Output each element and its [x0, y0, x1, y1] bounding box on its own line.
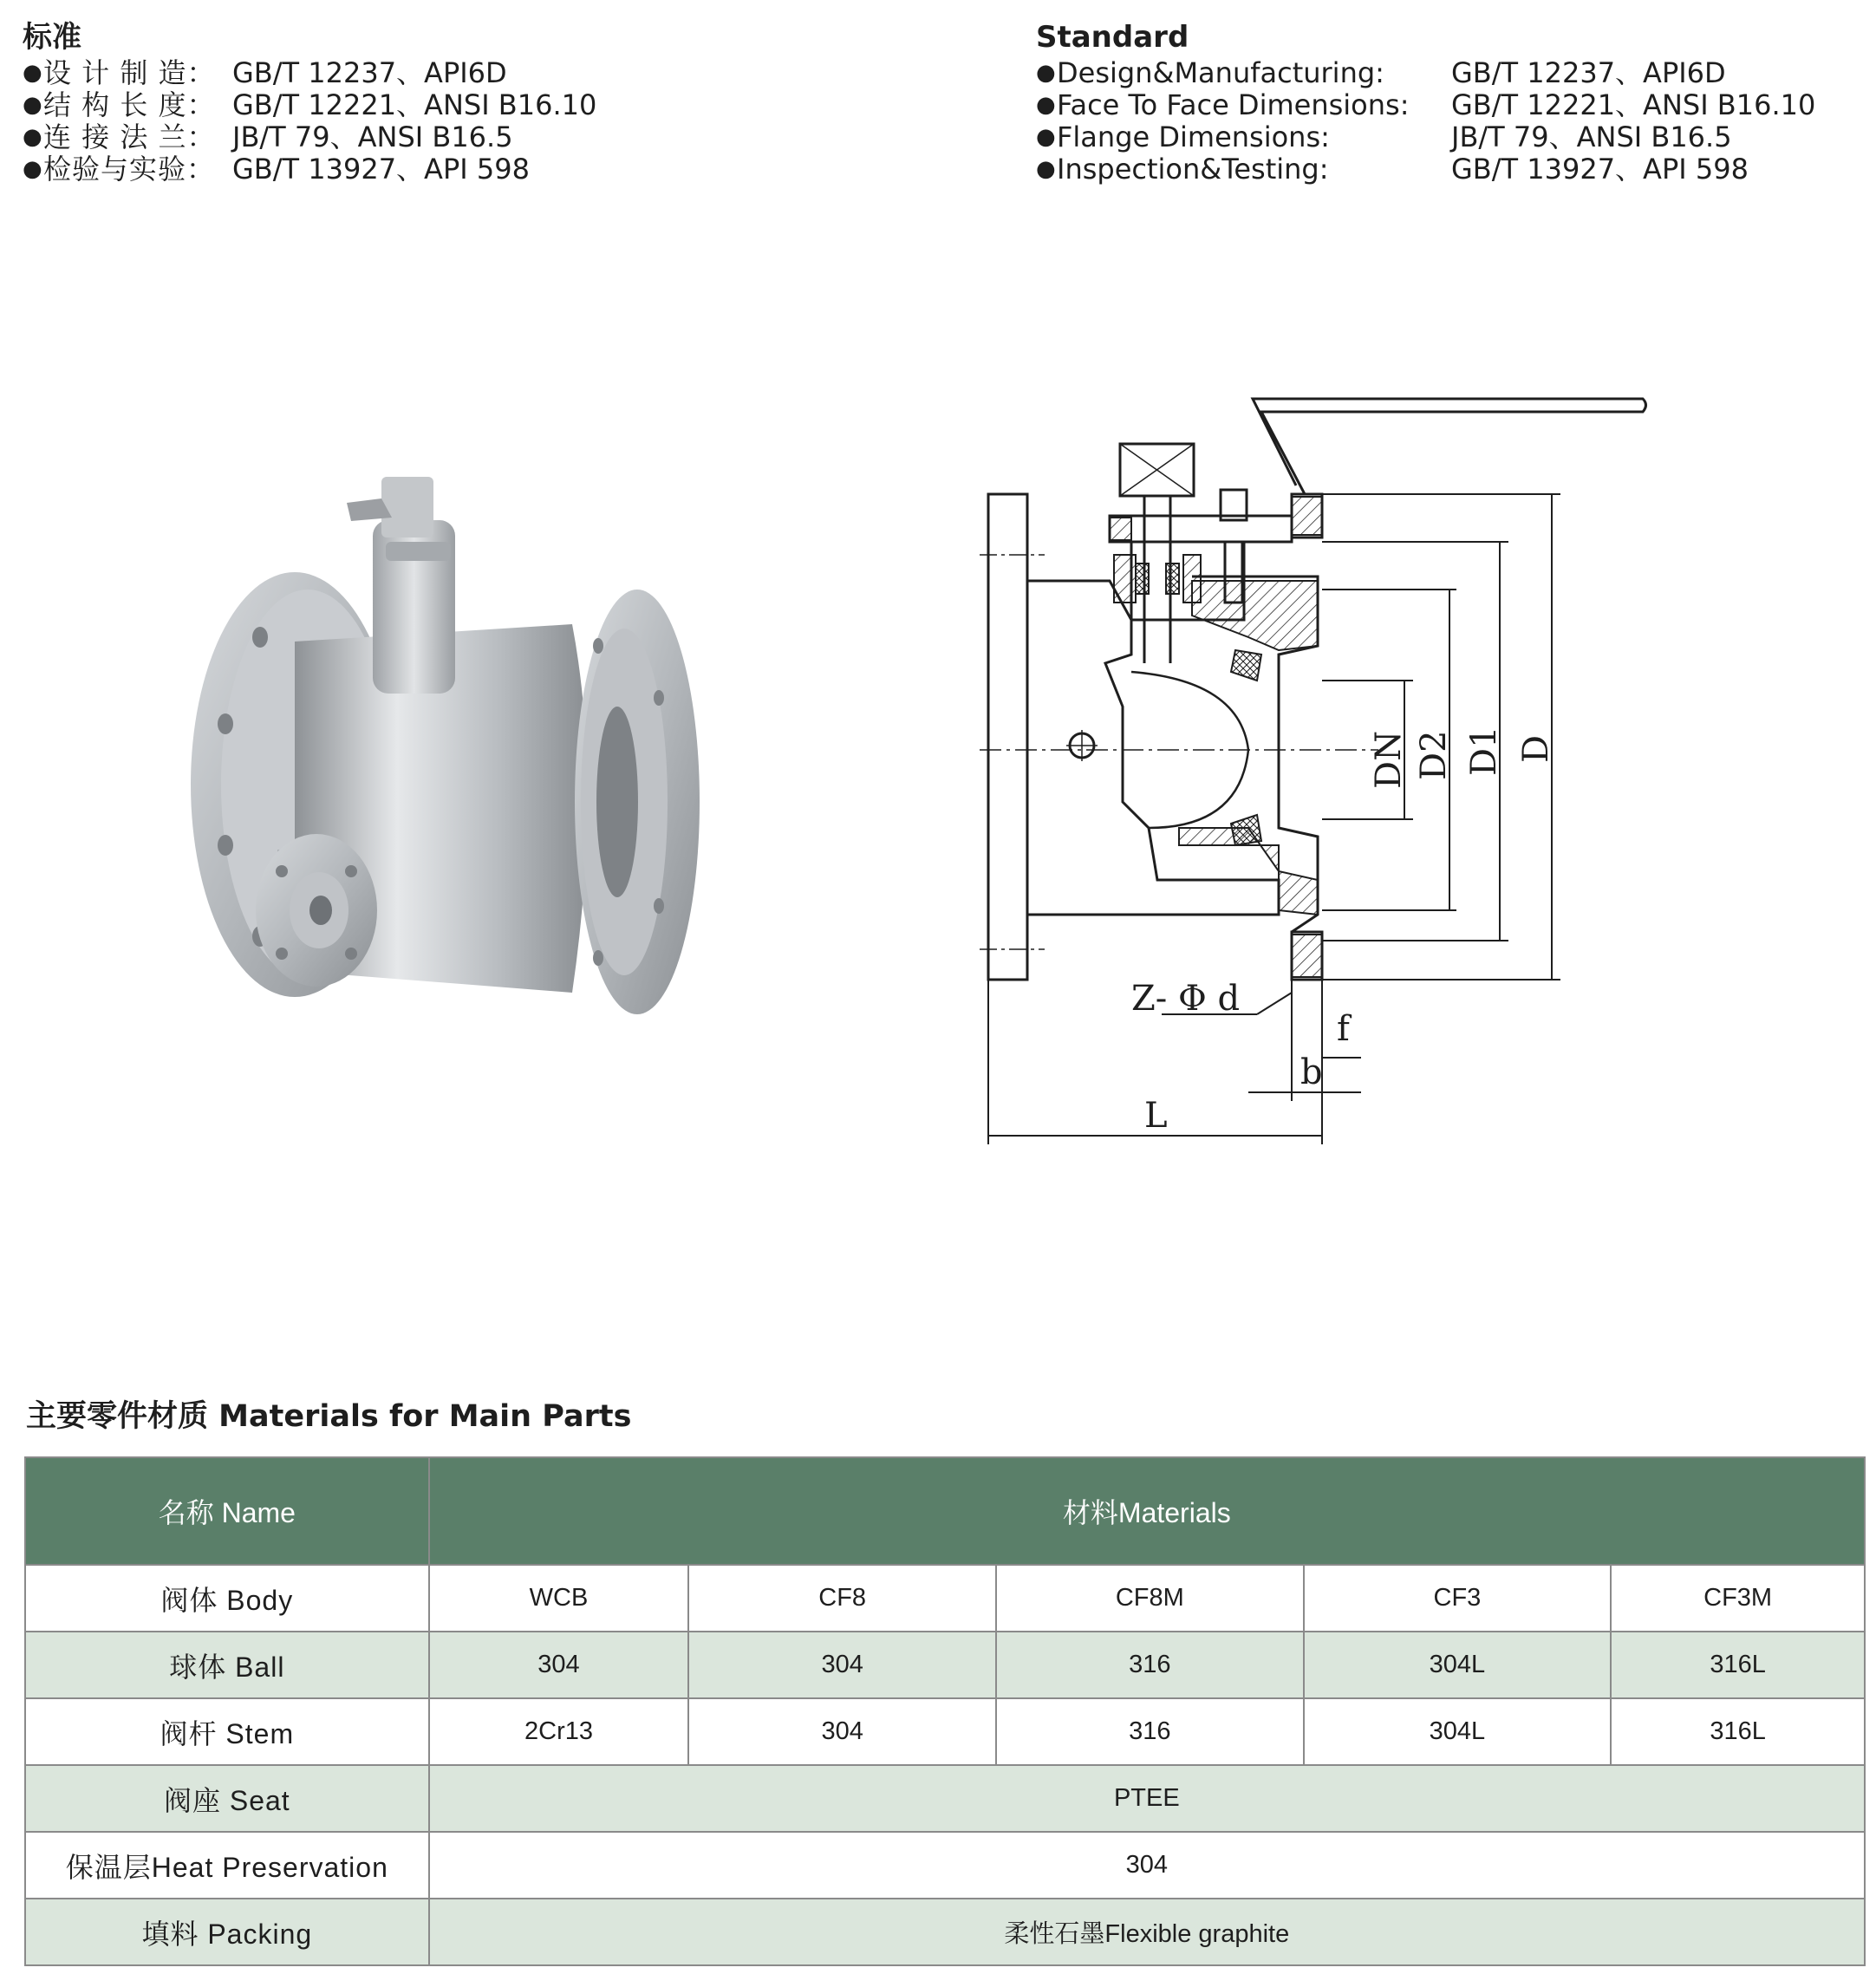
material-cell: 304 — [429, 1632, 689, 1698]
bullet-icon: ● — [23, 60, 42, 86]
standard-label: Inspection&Testing: — [1057, 153, 1329, 186]
material-cell: 316L — [1611, 1632, 1865, 1698]
standard-value: GB/T 12221、ANSI B16.10 — [1451, 88, 1816, 121]
header-materials-cell: 材料Materials — [429, 1457, 1865, 1565]
dim-label-f: f — [1337, 1009, 1350, 1049]
standard-label: Flange Dimensions: — [1057, 121, 1330, 153]
material-cell: 316 — [996, 1632, 1304, 1698]
valve-section-drawing — [962, 394, 1673, 1157]
material-cell: CF3 — [1304, 1565, 1612, 1632]
bullet-icon: ● — [23, 92, 42, 118]
standard-row — [1036, 153, 1868, 186]
standard-label: Face To Face Dimensions: — [1057, 88, 1410, 121]
material-cell: 2Cr13 — [429, 1698, 689, 1765]
dim-label-dn: DN — [1369, 730, 1409, 789]
material-cell: 304 — [688, 1698, 996, 1765]
part-name-cell: 阀杆 Stem — [25, 1698, 429, 1765]
bullet-icon: ● — [1036, 92, 1056, 118]
material-cell: CF3M — [1611, 1565, 1865, 1632]
material-cell: 316L — [1611, 1698, 1865, 1765]
standard-label: 检验与实验： — [43, 153, 216, 186]
table-header-row — [25, 1457, 1865, 1565]
material-cell: CF8 — [688, 1565, 996, 1632]
standards-cn-title: 标准 — [23, 20, 81, 55]
standard-label: 结 构 长 度： — [43, 88, 216, 121]
table-row — [25, 1832, 1865, 1899]
part-name-cell: 阀座 Seat — [25, 1765, 429, 1832]
material-cell: WCB — [429, 1565, 689, 1632]
materials-title: 主要零件材质 Materials for Main Parts — [26, 1399, 632, 1434]
material-span-cell: 304 — [429, 1832, 1865, 1899]
table-row — [25, 1899, 1865, 1965]
material-cell: 304 — [688, 1632, 996, 1698]
standards-en-title: Standard — [1036, 20, 1189, 55]
table-row — [25, 1698, 1865, 1765]
standard-value: GB/T 13927、API 598 — [232, 153, 530, 186]
standard-label: 连 接 法 兰： — [43, 121, 216, 153]
standard-row — [1036, 57, 1868, 89]
standard-row — [23, 57, 976, 89]
material-cell: 304L — [1304, 1632, 1612, 1698]
dim-label-d1: D1 — [1464, 726, 1504, 776]
dim-label-l: L — [1144, 1096, 1168, 1136]
material-cell: 304L — [1304, 1698, 1612, 1765]
standard-row — [23, 153, 976, 186]
bullet-icon: ● — [23, 124, 42, 150]
material-span-cell: 柔性石墨Flexible graphite — [429, 1899, 1865, 1965]
material-span-cell: PTEE — [429, 1765, 1865, 1832]
standard-value: GB/T 12237、API6D — [232, 56, 507, 89]
materials-table — [24, 1456, 1866, 1966]
part-name-cell: 阀体 Body — [25, 1565, 429, 1632]
bullet-icon: ● — [23, 156, 42, 182]
material-cell: 316 — [996, 1698, 1304, 1765]
standard-value: GB/T 12237、API6D — [1451, 56, 1726, 89]
part-name-cell: 保温层Heat Preservation — [25, 1832, 429, 1899]
standard-row — [23, 121, 976, 153]
bullet-icon: ● — [1036, 60, 1056, 86]
table-row — [25, 1565, 1865, 1632]
standards-cn-section — [23, 19, 976, 186]
dim-label-b: b — [1300, 1052, 1323, 1092]
table-row — [25, 1765, 1865, 1832]
standard-value: JB/T 79、ANSI B16.5 — [1451, 121, 1732, 153]
table-row — [25, 1632, 1865, 1698]
standard-value: GB/T 13927、API 598 — [1451, 153, 1749, 186]
bullet-icon: ● — [1036, 124, 1056, 150]
dim-label-zd: Z- Φ d — [1131, 979, 1241, 1019]
standard-row — [1036, 89, 1868, 121]
material-cell: CF8M — [996, 1565, 1304, 1632]
part-name-cell: 球体 Ball — [25, 1632, 429, 1698]
standard-row — [1036, 121, 1868, 153]
header-name-cell: 名称 Name — [25, 1457, 429, 1565]
dim-label-d: D — [1516, 734, 1556, 763]
dim-label-d2: D2 — [1414, 730, 1454, 780]
standard-label: Design&Manufacturing: — [1057, 56, 1384, 89]
standards-en-section — [1036, 19, 1868, 186]
standard-value: JB/T 79、ANSI B16.5 — [232, 121, 513, 153]
standard-value: GB/T 12221、ANSI B16.10 — [232, 88, 597, 121]
standard-row — [23, 89, 976, 121]
valve-product-photo — [165, 438, 702, 1084]
bullet-icon: ● — [1036, 156, 1056, 182]
standard-label: 设 计 制 造： — [43, 56, 216, 89]
part-name-cell: 填料 Packing — [25, 1899, 429, 1965]
